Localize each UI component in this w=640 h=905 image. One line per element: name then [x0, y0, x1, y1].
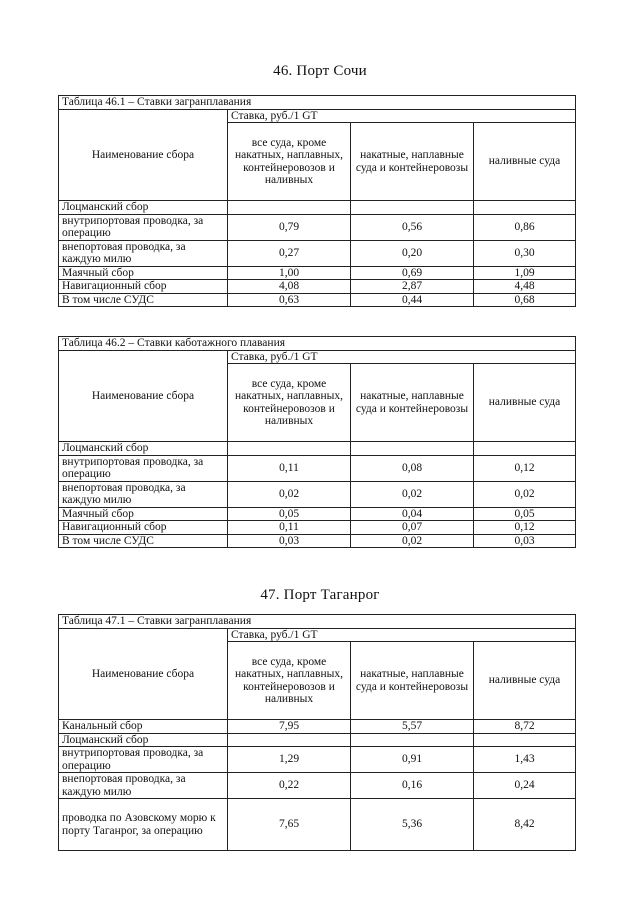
cell-value: 0,68: [474, 293, 576, 307]
section-title-47: 47. Порт Таганрог: [260, 587, 380, 603]
row-label: Навигационный сбор: [59, 521, 228, 535]
row-label: В том числе СУДС: [59, 293, 228, 307]
column-header: все суда, кроме накатных, наплавных, контейнеровозов и наливных: [228, 364, 351, 442]
table-caption: Таблица 47.1 – Ставки загранплавания: [59, 615, 576, 629]
table-row: [59, 214, 576, 240]
table-row: [59, 747, 576, 773]
cell-value: [474, 442, 576, 456]
row-label: Маячный сбор: [59, 507, 228, 521]
cell-value: [351, 201, 474, 215]
table-row: [59, 799, 576, 851]
name-header: Наименование сбора: [59, 628, 228, 720]
cell-value: [228, 201, 351, 215]
cell-value: 0,02: [228, 481, 351, 507]
table-row: [59, 280, 576, 294]
name-header: Наименование сбора: [59, 109, 228, 201]
cell-value: 0,04: [351, 507, 474, 521]
table-row: [59, 455, 576, 481]
cell-value: [351, 442, 474, 456]
table-row: [59, 521, 576, 535]
table-46-1: [58, 95, 576, 307]
column-header: все суда, кроме накатных, наплавных, контейнеровозов и наливных: [228, 123, 351, 201]
cell-value: 8,72: [474, 720, 576, 734]
cell-value: 0,02: [474, 481, 576, 507]
row-label: внепортовая проводка, за каждую милю: [59, 481, 228, 507]
cell-value: 0,05: [474, 507, 576, 521]
table-row: [59, 240, 576, 266]
table-47-1: [58, 614, 576, 851]
cell-value: 0,63: [228, 293, 351, 307]
cell-value: 0,02: [351, 534, 474, 548]
cell-value: 0,11: [228, 455, 351, 481]
table-46-2: [58, 336, 576, 548]
table-row: [59, 534, 576, 548]
row-label: внепортовая проводка, за каждую милю: [59, 240, 228, 266]
cell-value: 2,87: [351, 280, 474, 294]
cell-value: 7,65: [228, 799, 351, 851]
row-label: проводка по Азовскому морю к порту Таганрог, за операцию: [59, 799, 228, 851]
section-title-46: 46. Порт Сочи: [273, 63, 367, 79]
rate-header: Ставка, руб./1 GT: [228, 109, 576, 123]
table-row: [59, 773, 576, 799]
row-label: внутрипортовая проводка, за операцию: [59, 214, 228, 240]
row-label: Лоцманский сбор: [59, 201, 228, 215]
table-row: [59, 720, 576, 734]
table-row: [59, 266, 576, 280]
table-row: [59, 442, 576, 456]
cell-value: 0,24: [474, 773, 576, 799]
cell-value: 0,56: [351, 214, 474, 240]
cell-value: [228, 442, 351, 456]
row-label: Канальный сбор: [59, 720, 228, 734]
cell-value: 0,08: [351, 455, 474, 481]
cell-value: 1,00: [228, 266, 351, 280]
cell-value: 0,79: [228, 214, 351, 240]
row-label: В том числе СУДС: [59, 534, 228, 548]
cell-value: 0,86: [474, 214, 576, 240]
cell-value: 4,08: [228, 280, 351, 294]
column-header: накатные, наплавные суда и контейнеровозы: [351, 642, 474, 720]
row-label: внутрипортовая проводка, за операцию: [59, 747, 228, 773]
cell-value: 8,42: [474, 799, 576, 851]
cell-value: 0,20: [351, 240, 474, 266]
cell-value: 0,11: [228, 521, 351, 535]
row-label: Навигационный сбор: [59, 280, 228, 294]
cell-value: [474, 733, 576, 747]
table-caption: Таблица 46.2 – Ставки каботажного плавания: [59, 337, 576, 351]
cell-value: 5,36: [351, 799, 474, 851]
cell-value: 0,44: [351, 293, 474, 307]
name-header: Наименование сбора: [59, 350, 228, 442]
column-header: наливные суда: [474, 642, 576, 720]
cell-value: 0,12: [474, 455, 576, 481]
cell-value: 0,05: [228, 507, 351, 521]
table-row: [59, 201, 576, 215]
row-label: Маячный сбор: [59, 266, 228, 280]
cell-value: [474, 201, 576, 215]
cell-value: 0,91: [351, 747, 474, 773]
row-label: Лоцманский сбор: [59, 733, 228, 747]
row-label: внепортовая проводка, за каждую милю: [59, 773, 228, 799]
table-row: [59, 733, 576, 747]
cell-value: 1,43: [474, 747, 576, 773]
table-caption: Таблица 46.1 – Ставки загранплавания: [59, 96, 576, 110]
column-header: наливные суда: [474, 123, 576, 201]
column-header: наливные суда: [474, 364, 576, 442]
cell-value: [351, 733, 474, 747]
rate-header: Ставка, руб./1 GT: [228, 628, 576, 642]
cell-value: 7,95: [228, 720, 351, 734]
cell-value: 5,57: [351, 720, 474, 734]
cell-value: 0,02: [351, 481, 474, 507]
column-header: все суда, кроме накатных, наплавных, контейнеровозов и наливных: [228, 642, 351, 720]
cell-value: 0,30: [474, 240, 576, 266]
cell-value: 1,29: [228, 747, 351, 773]
table-row: [59, 481, 576, 507]
row-label: Лоцманский сбор: [59, 442, 228, 456]
table-row: [59, 507, 576, 521]
cell-value: 0,22: [228, 773, 351, 799]
cell-value: 0,12: [474, 521, 576, 535]
cell-value: 0,69: [351, 266, 474, 280]
cell-value: [228, 733, 351, 747]
cell-value: 0,03: [228, 534, 351, 548]
cell-value: 0,16: [351, 773, 474, 799]
table-row: [59, 293, 576, 307]
column-header: накатные, наплавные суда и контейнеровозы: [351, 364, 474, 442]
cell-value: 0,27: [228, 240, 351, 266]
cell-value: 1,09: [474, 266, 576, 280]
cell-value: 0,03: [474, 534, 576, 548]
rate-header: Ставка, руб./1 GT: [228, 350, 576, 364]
cell-value: 4,48: [474, 280, 576, 294]
column-header: накатные, наплавные суда и контейнеровозы: [351, 123, 474, 201]
cell-value: 0,07: [351, 521, 474, 535]
row-label: внутрипортовая проводка, за операцию: [59, 455, 228, 481]
